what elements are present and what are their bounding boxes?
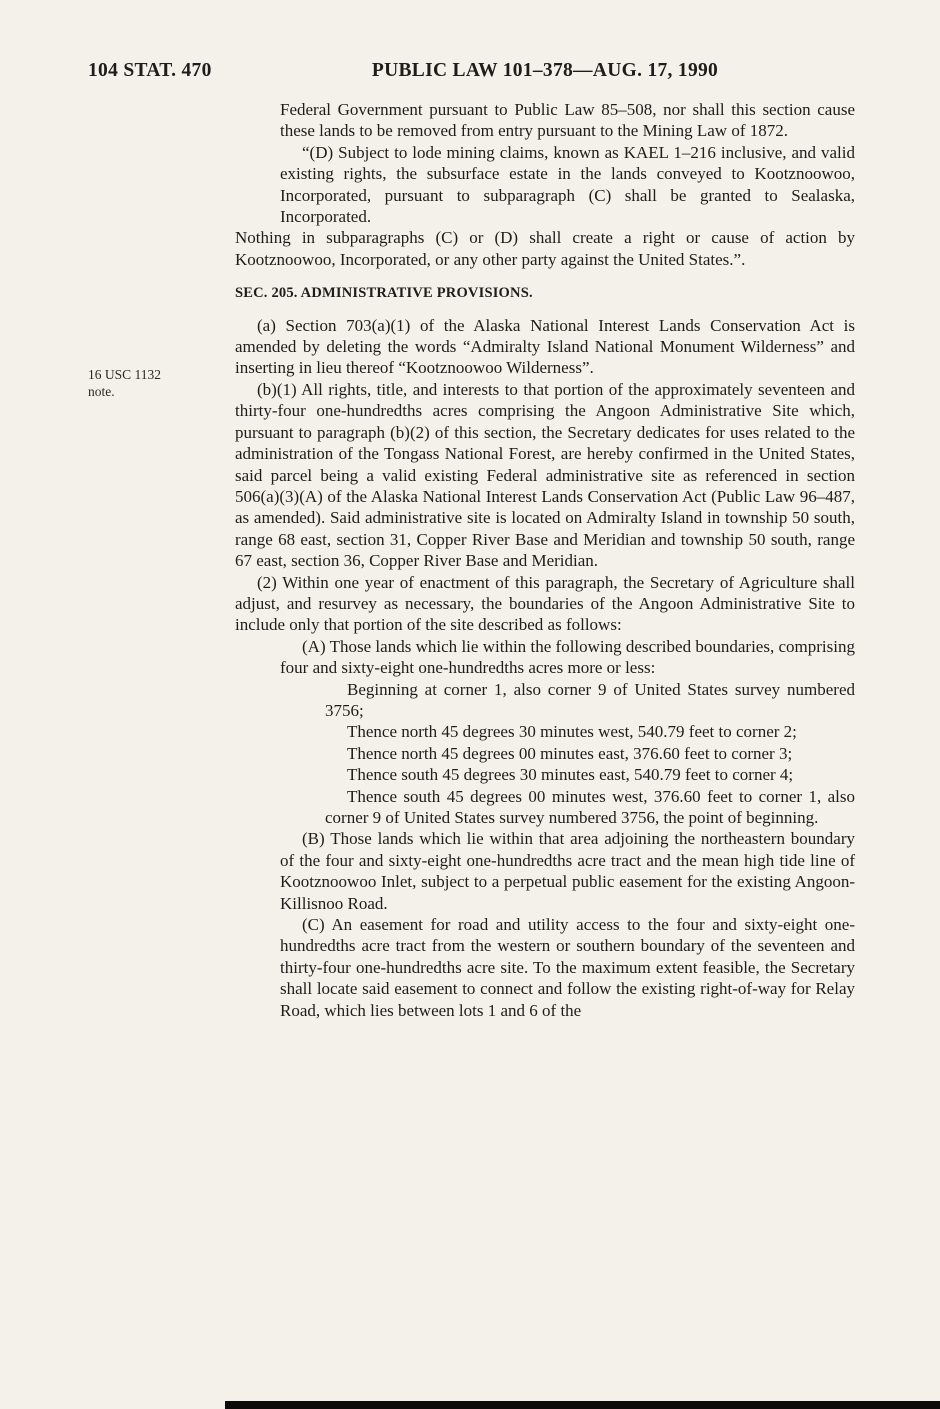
margin-note-line-2: note. xyxy=(88,384,115,399)
margin-note-line-1: 16 USC 1132 xyxy=(88,367,162,382)
margin-note-usc xyxy=(88,366,208,400)
paragraph-b2: (2) Within one year of enactment of this paragraph, the Secretary of Agriculture shall adjust, and resurvey as necessary, the boundaries of the Angoon Administrative Site to include only that portion of the site described as follows: xyxy=(235,572,855,635)
clause-thence-corner-3: Thence north 45 degrees 00 minutes east, 376.60 feet to corner 3; xyxy=(347,743,793,763)
paragraph-nothing-clause: Nothing in subparagraphs (C) or (D) shall create a right or cause of action by Kootznoowoo, Incorporated, or any other party against the United States.”. xyxy=(235,228,855,269)
paragraph-subparagraph-d: “(D) Subject to lode mining claims, known as KAEL 1–216 inclusive, and valid existing rights, the subsurface estate in the lands conveyed to Kootznoowoo, Incorporated, pursuant to subparagraph (C) shall be granted to Sealaska, Incorporated. xyxy=(280,142,855,227)
page-header xyxy=(0,60,940,86)
section-205-heading: SEC. 205. ADMINISTRATIVE PROVISIONS. xyxy=(235,285,533,302)
stat-citation: 104 STAT. 470 xyxy=(88,60,212,81)
clause-thence-closing: Thence south 45 degrees 00 minutes west, 376.60 feet to corner 1, also corner 9 of United States survey numbered 3756, the point of beginning. xyxy=(325,786,855,827)
paragraph-a: (a) Section 703(a)(1) of the Alaska National Interest Lands Conservation Act is amended by deleting the words “Admiralty Island National Monument Wilderness” and inserting in lieu thereof “Kootznoowoo Wilderness”. xyxy=(235,315,855,378)
statute-text-column xyxy=(235,99,855,1021)
scan-edge-artifact xyxy=(225,1401,940,1409)
public-law-title: PUBLIC LAW 101–378—AUG. 17, 1990 xyxy=(371,60,719,81)
clause-thence-corner-4: Thence south 45 degrees 30 minutes east, 540.79 feet to corner 4; xyxy=(347,765,794,785)
clause-beginning-corner-1: Beginning at corner 1, also corner 9 of United States survey numbered 3756; xyxy=(325,679,855,720)
paragraph-b1: (b)(1) All rights, title, and interests to that portion of the approximately seventeen and thirty-four one-hundredths acres comprising the Angoon Administrative Site which, pursuant to paragraph (b)(2) of this section, the Secretary dedicates for uses related to the administration of the Tongass National Forest, are hereby confirmed in the United States, said parcel being a valid existing Federal administrative site as referenced in section 506(a)(3)(A) of the Alaska National Interest Lands Conservation Act (Public Law 96–487, as amended). Said administrative site is located on Admiralty Island in township 50 south, range 68 east, section 31, Copper River Base and Meridian and township 50 south, range 67 east, section 36, Copper River Base and Meridian. xyxy=(235,379,855,571)
paragraph-subparagraph-A: (A) Those lands which lie within the following described boundaries, comprising four and sixty-eight one-hundredths acres more or less: xyxy=(280,636,855,678)
paragraph-subparagraph-B: (B) Those lands which lie within that area adjoining the northeastern boundary of the four and sixty-eight one-hundredths acre tract and the mean high tide line of Kootznoowoo Inlet, subject to a perpetual public easement for the existing Angoon-Killisnoo Road. xyxy=(280,829,855,913)
paragraph-continuation: Federal Government pursuant to Public Law 85–508, nor shall this section cause these lands to be removed from entry pursuant to the Mining Law of 1872. xyxy=(280,100,855,141)
paragraph-subparagraph-C: (C) An easement for road and utility access to the four and sixty-eight one-hundredths acre tract from the western or southern boundary of the seventeen and thirty-four one-hundredths acre site. To the maximum extent feasible, the Secretary shall locate said easement to connect and follow the existing right-of-way for Relay Road, which lies between lots 1 and 6 of the xyxy=(280,915,855,1020)
clause-thence-corner-2: Thence north 45 degrees 30 minutes west, 540.79 feet to corner 2; xyxy=(347,722,797,742)
